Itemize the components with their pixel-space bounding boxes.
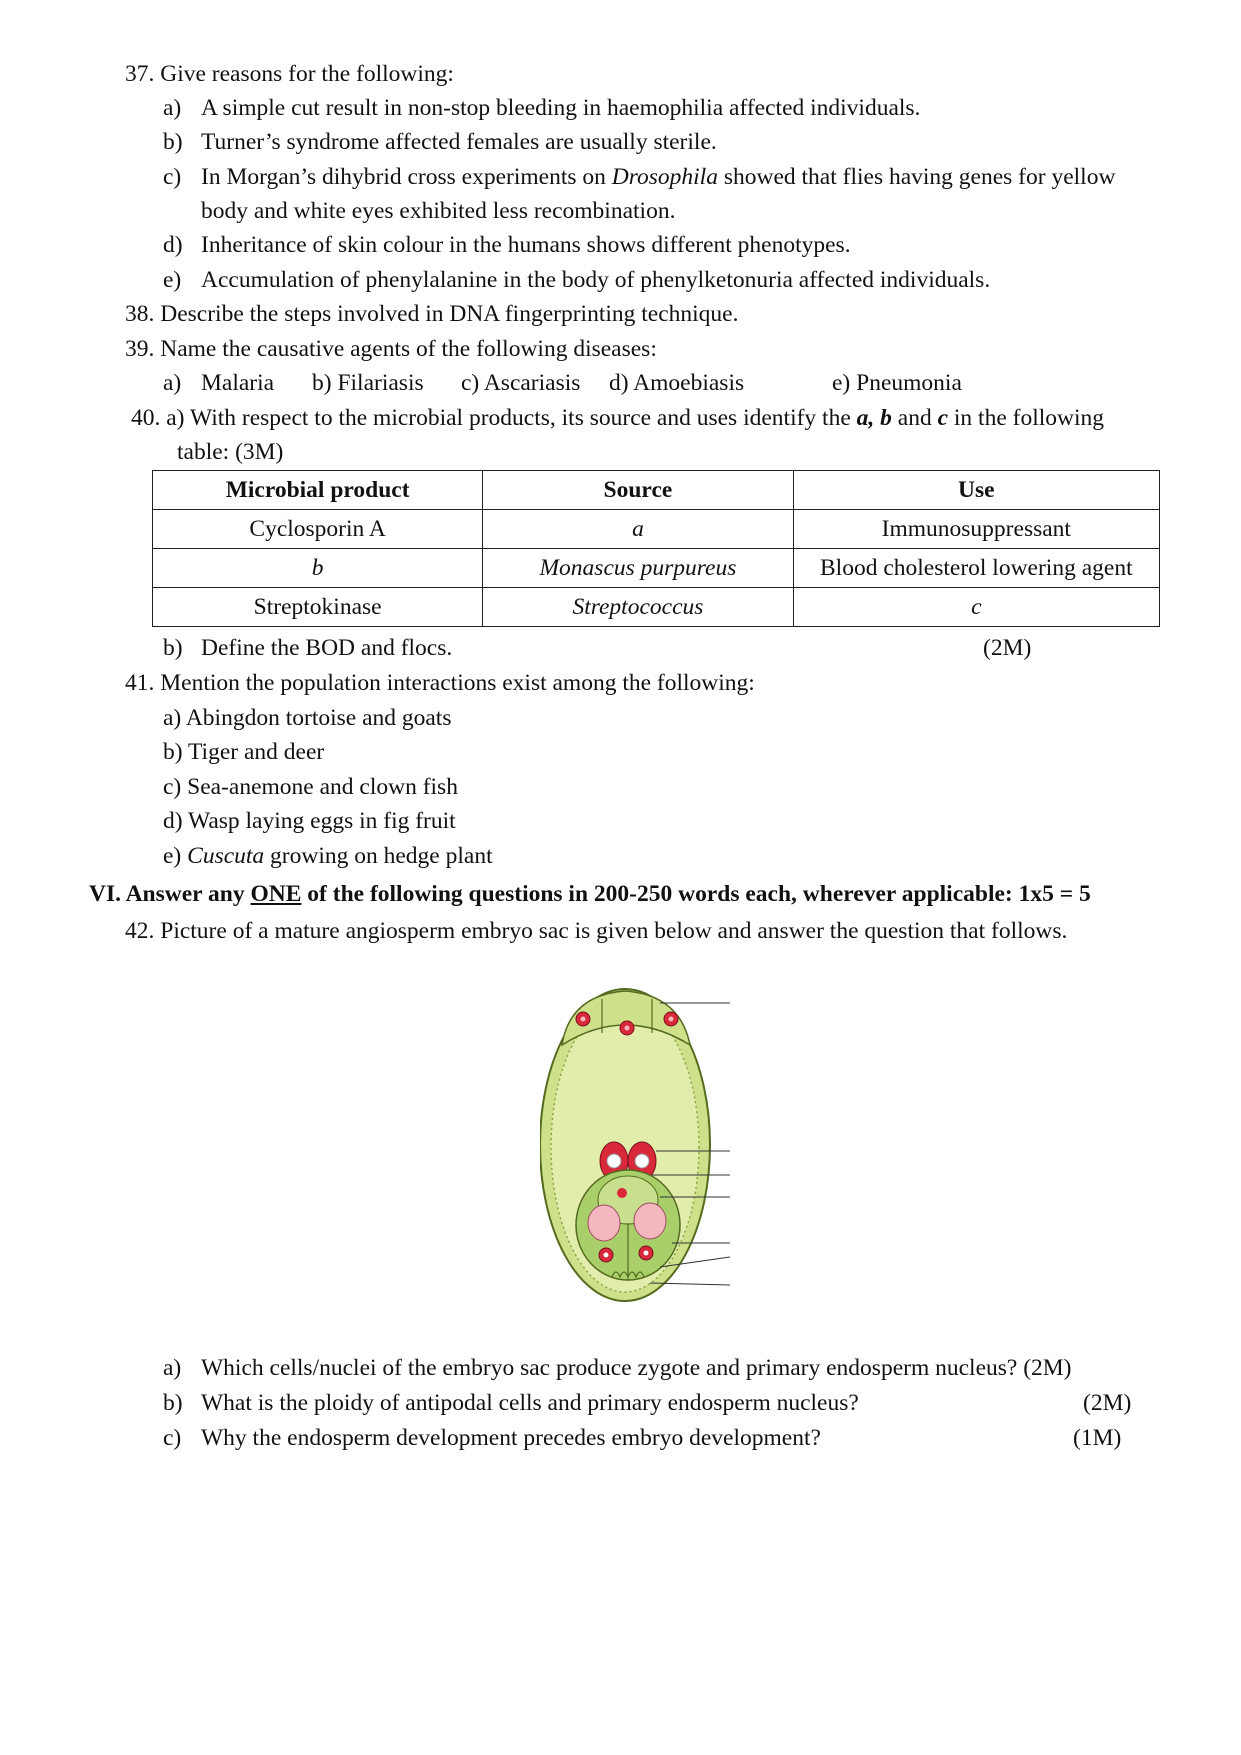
q42-number: 42. [125,918,155,944]
q37-item-c-cont: body and white eyes exhibited less recombination. [201,198,676,224]
table-row [153,549,1160,588]
table-cell: Blood cholesterol lowering agent [793,549,1159,588]
table-cell: Immunosuppressant [793,510,1159,549]
nucleolus [644,1251,649,1256]
table-cell: Monascus purpureus [483,549,793,588]
table-cell: Streptokinase [153,588,483,627]
q37-item-a: a) A simple cut result in non-stop bleeding in haemophilia affected individuals. [163,95,921,121]
table-header: Use [793,471,1159,510]
q38-number: 38. [125,301,155,327]
nucleolus [581,1017,586,1022]
table-cell: a [483,510,793,549]
q42-item-c-marks: (1M) [1073,1425,1122,1451]
q40-part-b-marks: (2M) [983,635,1032,661]
q40-number: 40. [131,405,161,431]
q38 [125,297,738,331]
q40-part-b: b) Define the BOD and flocs. [163,635,453,661]
q41-item: a) Abingdon tortoise and goats [163,705,452,731]
q40-part-a-cont: table: (3M) [177,439,284,465]
nucleolus [604,1253,609,1258]
table-header-row [153,471,1160,510]
nucleolus [607,1154,621,1168]
embryo-sac-diagram-icon [540,985,740,1305]
microbial-products-table [152,470,1160,627]
q42-item-c: c) Why the endosperm development precedes embryo development? [163,1425,821,1451]
section-6-heading: VI. Answer any ONE of the following questions in 200-250 words each, wherever applicable: 1x5 = 5 [89,881,1091,907]
q41-item: c) Sea-anemone and clown fish [163,774,458,800]
synergid-vacuole [634,1203,666,1239]
table-cell: c [793,588,1159,627]
q42-item-a: a) Which cells/nuclei of the embryo sac produce zygote and primary endosperm nucleus? (2M) [163,1355,1072,1381]
q42-item-b-marks: (2M) [1083,1390,1132,1416]
q41-item: d) Wasp laying eggs in fig fruit [163,808,456,834]
q42-item-b: b) What is the ploidy of antipodal cells and primary endosperm nucleus? [163,1390,859,1416]
q41-stem [125,666,755,700]
table-cell: b [153,549,483,588]
table-cell: Cyclosporin A [153,510,483,549]
q37-item-d: d) Inheritance of skin colour in the humans shows different phenotypes. [163,232,851,258]
table-row [153,510,1160,549]
q37-item-b: b) Turner’s syndrome affected females are usually sterile. [163,129,717,155]
q41-item: b) Tiger and deer [163,739,325,765]
table-header: Microbial product [153,471,483,510]
q39-stem [125,332,657,366]
table-header: Source [483,471,793,510]
table-row [153,588,1160,627]
q39-text: Name the causative agents of the following diseases: [160,336,657,362]
q41-item-e: e) Cuscuta growing on hedge plant [163,843,493,869]
q39-number: 39. [125,336,155,362]
nucleolus [669,1017,674,1022]
q37-text: Give reasons for the following: [160,61,454,87]
q37-item-e: e) Accumulation of phenylalanine in the body of phenylketonuria affected individuals. [163,267,991,293]
synergid-vacuole [588,1205,620,1241]
q41-number: 41. [125,670,155,696]
q42-text: Picture of a mature angiosperm embryo sac is given below and answer the question that follows. [160,918,1068,944]
q40-part-a: 40. a) With respect to the microbial products, its source and uses identify the a, b and c in the following [131,405,1105,431]
q41-text: Mention the population interactions exist among the following: [160,670,755,696]
egg-nucleus [617,1188,627,1198]
q37-item-c: c) In Morgan’s dihybrid cross experiments on Drosophila showed that flies having genes for yellow [163,164,1116,190]
q37-number: 37. [125,61,155,87]
table-cell: Streptococcus [483,588,793,627]
q42-stem [125,914,1067,948]
q38-text: Describe the steps involved in DNA fingerprinting technique. [160,301,739,327]
nucleolus [635,1154,649,1168]
nucleolus [625,1026,630,1031]
q37-stem [125,57,454,91]
